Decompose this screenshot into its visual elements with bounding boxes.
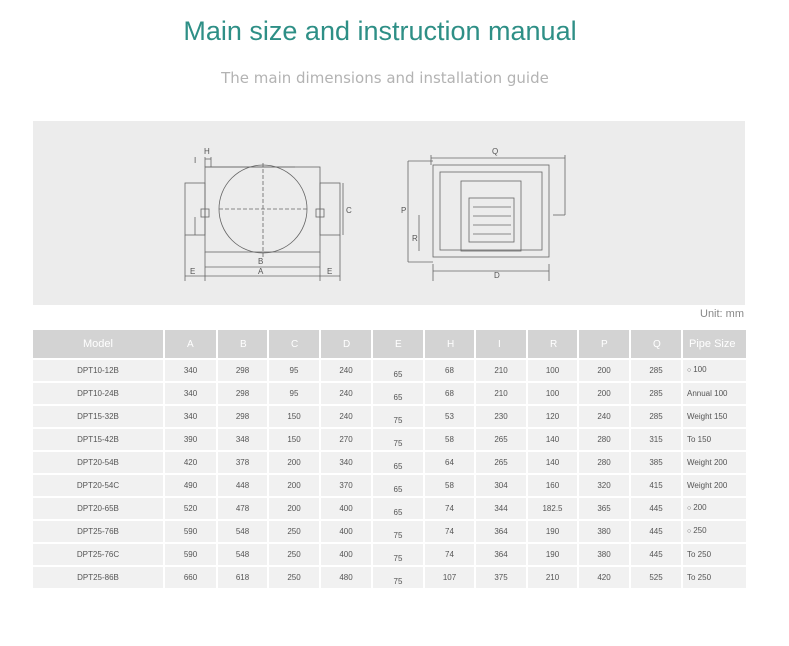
specifications-table	[33, 330, 746, 588]
diagram-label-e-left: E	[190, 267, 196, 276]
table-cell-c: 200	[269, 473, 321, 496]
table-cell-i: 364	[476, 542, 528, 565]
table-cell-model: DPT20-54B	[33, 450, 165, 473]
table-cell-b: 478	[218, 496, 269, 519]
table-cell-d: 340	[321, 450, 373, 473]
table-cell-model: DPT10-24B	[33, 381, 165, 404]
table-cell-a: 590	[165, 542, 218, 565]
table-cell-q: 525	[631, 565, 683, 588]
table-cell-q: 445	[631, 496, 683, 519]
diagram-label-p: P	[401, 206, 407, 215]
table-cell-e: 65	[373, 450, 425, 473]
col-header-a: A	[165, 330, 218, 358]
table-cell-d: 400	[321, 542, 373, 565]
table-row	[33, 450, 746, 473]
table-cell-c: 250	[269, 542, 321, 565]
table-cell-pipe-size: To 250	[683, 542, 746, 565]
table-cell-r: 100	[528, 358, 579, 381]
col-header-e: E	[373, 330, 425, 358]
table-cell-h: 58	[425, 427, 476, 450]
table-cell-i: 375	[476, 565, 528, 588]
table-cell-c: 95	[269, 381, 321, 404]
diagram-label-r: R	[412, 234, 418, 243]
table-cell-h: 74	[425, 496, 476, 519]
table-cell-b: 618	[218, 565, 269, 588]
table-cell-h: 74	[425, 519, 476, 542]
dimension-diagram	[33, 121, 745, 305]
table-cell-a: 390	[165, 427, 218, 450]
table-cell-h: 64	[425, 450, 476, 473]
table-cell-e: 75	[373, 427, 425, 450]
table-cell-e: 65	[373, 473, 425, 496]
table-cell-p: 380	[579, 542, 631, 565]
table-row	[33, 496, 746, 519]
col-header-p: P	[579, 330, 631, 358]
table-cell-model: DPT15-42B	[33, 427, 165, 450]
table-cell-b: 378	[218, 450, 269, 473]
table-cell-c: 95	[269, 358, 321, 381]
col-header-h: H	[425, 330, 476, 358]
col-header-q: Q	[631, 330, 683, 358]
table-row	[33, 519, 746, 542]
page-title: Main size and instruction manual	[183, 16, 577, 46]
table-cell-i: 344	[476, 496, 528, 519]
table-cell-d: 240	[321, 404, 373, 427]
table-cell-b: 348	[218, 427, 269, 450]
table-cell-a: 490	[165, 473, 218, 496]
table-cell-p: 200	[579, 381, 631, 404]
table-cell-d: 240	[321, 358, 373, 381]
table-cell-pipe-size: ○ 250	[683, 519, 746, 542]
col-header-model: Model	[33, 330, 165, 358]
table-row	[33, 404, 746, 427]
table-cell-e: 75	[373, 519, 425, 542]
col-header-i: I	[476, 330, 528, 358]
table-cell-b: 298	[218, 404, 269, 427]
table-cell-a: 420	[165, 450, 218, 473]
table-cell-r: 140	[528, 450, 579, 473]
diagram-label-h: H	[204, 147, 210, 156]
diagram-label-e-right: E	[327, 267, 333, 276]
table-cell-model: DPT20-54C	[33, 473, 165, 496]
table-row	[33, 542, 746, 565]
table-cell-pipe-size: Weight 200	[683, 450, 746, 473]
table-cell-pipe-size: To 250	[683, 565, 746, 588]
table-cell-d: 270	[321, 427, 373, 450]
table-cell-h: 68	[425, 358, 476, 381]
diagram-label-i: I	[194, 156, 197, 165]
table-cell-i: 265	[476, 427, 528, 450]
table-cell-q: 415	[631, 473, 683, 496]
table-row	[33, 427, 746, 450]
table-cell-c: 250	[269, 565, 321, 588]
table-cell-c: 150	[269, 427, 321, 450]
table-cell-e: 65	[373, 496, 425, 519]
table-cell-c: 250	[269, 519, 321, 542]
col-header-b: B	[218, 330, 269, 358]
table-cell-model: DPT25-76C	[33, 542, 165, 565]
table-cell-d: 400	[321, 496, 373, 519]
front-view-drawing	[408, 155, 565, 281]
table-row	[33, 358, 746, 381]
col-header-r: R	[528, 330, 579, 358]
diagram-label-b: B	[258, 257, 264, 266]
table-cell-p: 380	[579, 519, 631, 542]
table-cell-e: 75	[373, 404, 425, 427]
table-cell-pipe-size: Weight 200	[683, 473, 746, 496]
table-cell-q: 315	[631, 427, 683, 450]
table-cell-p: 320	[579, 473, 631, 496]
table-cell-i: 230	[476, 404, 528, 427]
table-cell-p: 240	[579, 404, 631, 427]
table-cell-r: 100	[528, 381, 579, 404]
table-cell-p: 280	[579, 450, 631, 473]
col-header-c: C	[269, 330, 321, 358]
diagram-label-a: A	[258, 267, 264, 276]
table-cell-d: 480	[321, 565, 373, 588]
table-cell-r: 210	[528, 565, 579, 588]
table-cell-a: 340	[165, 381, 218, 404]
table-row	[33, 473, 746, 496]
table-cell-q: 285	[631, 404, 683, 427]
table-cell-q: 445	[631, 519, 683, 542]
table-cell-a: 340	[165, 358, 218, 381]
table-header-row	[33, 330, 746, 358]
table-cell-r: 182.5	[528, 496, 579, 519]
table-cell-q: 385	[631, 450, 683, 473]
table-cell-model: DPT20-65B	[33, 496, 165, 519]
table-cell-pipe-size: Annual 100	[683, 381, 746, 404]
table-cell-pipe-size: ○ 200	[683, 496, 746, 519]
table-cell-model: DPT25-76B	[33, 519, 165, 542]
table-cell-r: 140	[528, 427, 579, 450]
table-cell-pipe-size: To 150	[683, 427, 746, 450]
table-row	[33, 381, 746, 404]
table-cell-r: 190	[528, 519, 579, 542]
table-cell-h: 53	[425, 404, 476, 427]
table-cell-c: 200	[269, 450, 321, 473]
table-cell-h: 74	[425, 542, 476, 565]
table-cell-q: 285	[631, 381, 683, 404]
table-cell-r: 190	[528, 542, 579, 565]
col-header-d: D	[321, 330, 373, 358]
diagram-label-q: Q	[492, 147, 499, 156]
table-cell-c: 200	[269, 496, 321, 519]
table-cell-e: 75	[373, 565, 425, 588]
unit-note: Unit: mm	[700, 308, 744, 320]
table-cell-c: 150	[269, 404, 321, 427]
table-cell-i: 304	[476, 473, 528, 496]
table-cell-h: 68	[425, 381, 476, 404]
table-cell-e: 65	[373, 358, 425, 381]
side-view-drawing	[185, 157, 343, 281]
table-cell-b: 548	[218, 519, 269, 542]
dimension-diagram-panel	[33, 121, 745, 305]
table-cell-i: 265	[476, 450, 528, 473]
table-cell-r: 120	[528, 404, 579, 427]
col-header-pipe-size: Pipe Size	[683, 330, 746, 358]
table-cell-pipe-size: ○ 100	[683, 358, 746, 381]
table-cell-a: 340	[165, 404, 218, 427]
page-subtitle: The main dimensions and installation guide	[221, 69, 549, 87]
table-cell-p: 200	[579, 358, 631, 381]
table-cell-q: 285	[631, 358, 683, 381]
table-cell-b: 448	[218, 473, 269, 496]
table-cell-d: 370	[321, 473, 373, 496]
table-cell-model: DPT10-12B	[33, 358, 165, 381]
table-cell-pipe-size: Weight 150	[683, 404, 746, 427]
table-cell-a: 520	[165, 496, 218, 519]
table-cell-p: 420	[579, 565, 631, 588]
table-cell-b: 548	[218, 542, 269, 565]
diagram-label-c: C	[346, 206, 352, 215]
table-cell-model: DPT25-86B	[33, 565, 165, 588]
table-cell-r: 160	[528, 473, 579, 496]
table-cell-i: 210	[476, 381, 528, 404]
table-cell-model: DPT15-32B	[33, 404, 165, 427]
table-cell-e: 65	[373, 381, 425, 404]
table-cell-a: 590	[165, 519, 218, 542]
table-cell-e: 75	[373, 542, 425, 565]
table-cell-h: 107	[425, 565, 476, 588]
diagram-label-d: D	[494, 271, 500, 280]
table-cell-b: 298	[218, 381, 269, 404]
table-cell-i: 210	[476, 358, 528, 381]
table-cell-p: 365	[579, 496, 631, 519]
table-row	[33, 565, 746, 588]
table-cell-d: 240	[321, 381, 373, 404]
table-cell-d: 400	[321, 519, 373, 542]
table-cell-h: 58	[425, 473, 476, 496]
table-cell-a: 660	[165, 565, 218, 588]
table-cell-b: 298	[218, 358, 269, 381]
table-cell-i: 364	[476, 519, 528, 542]
table-cell-q: 445	[631, 542, 683, 565]
table-cell-p: 280	[579, 427, 631, 450]
